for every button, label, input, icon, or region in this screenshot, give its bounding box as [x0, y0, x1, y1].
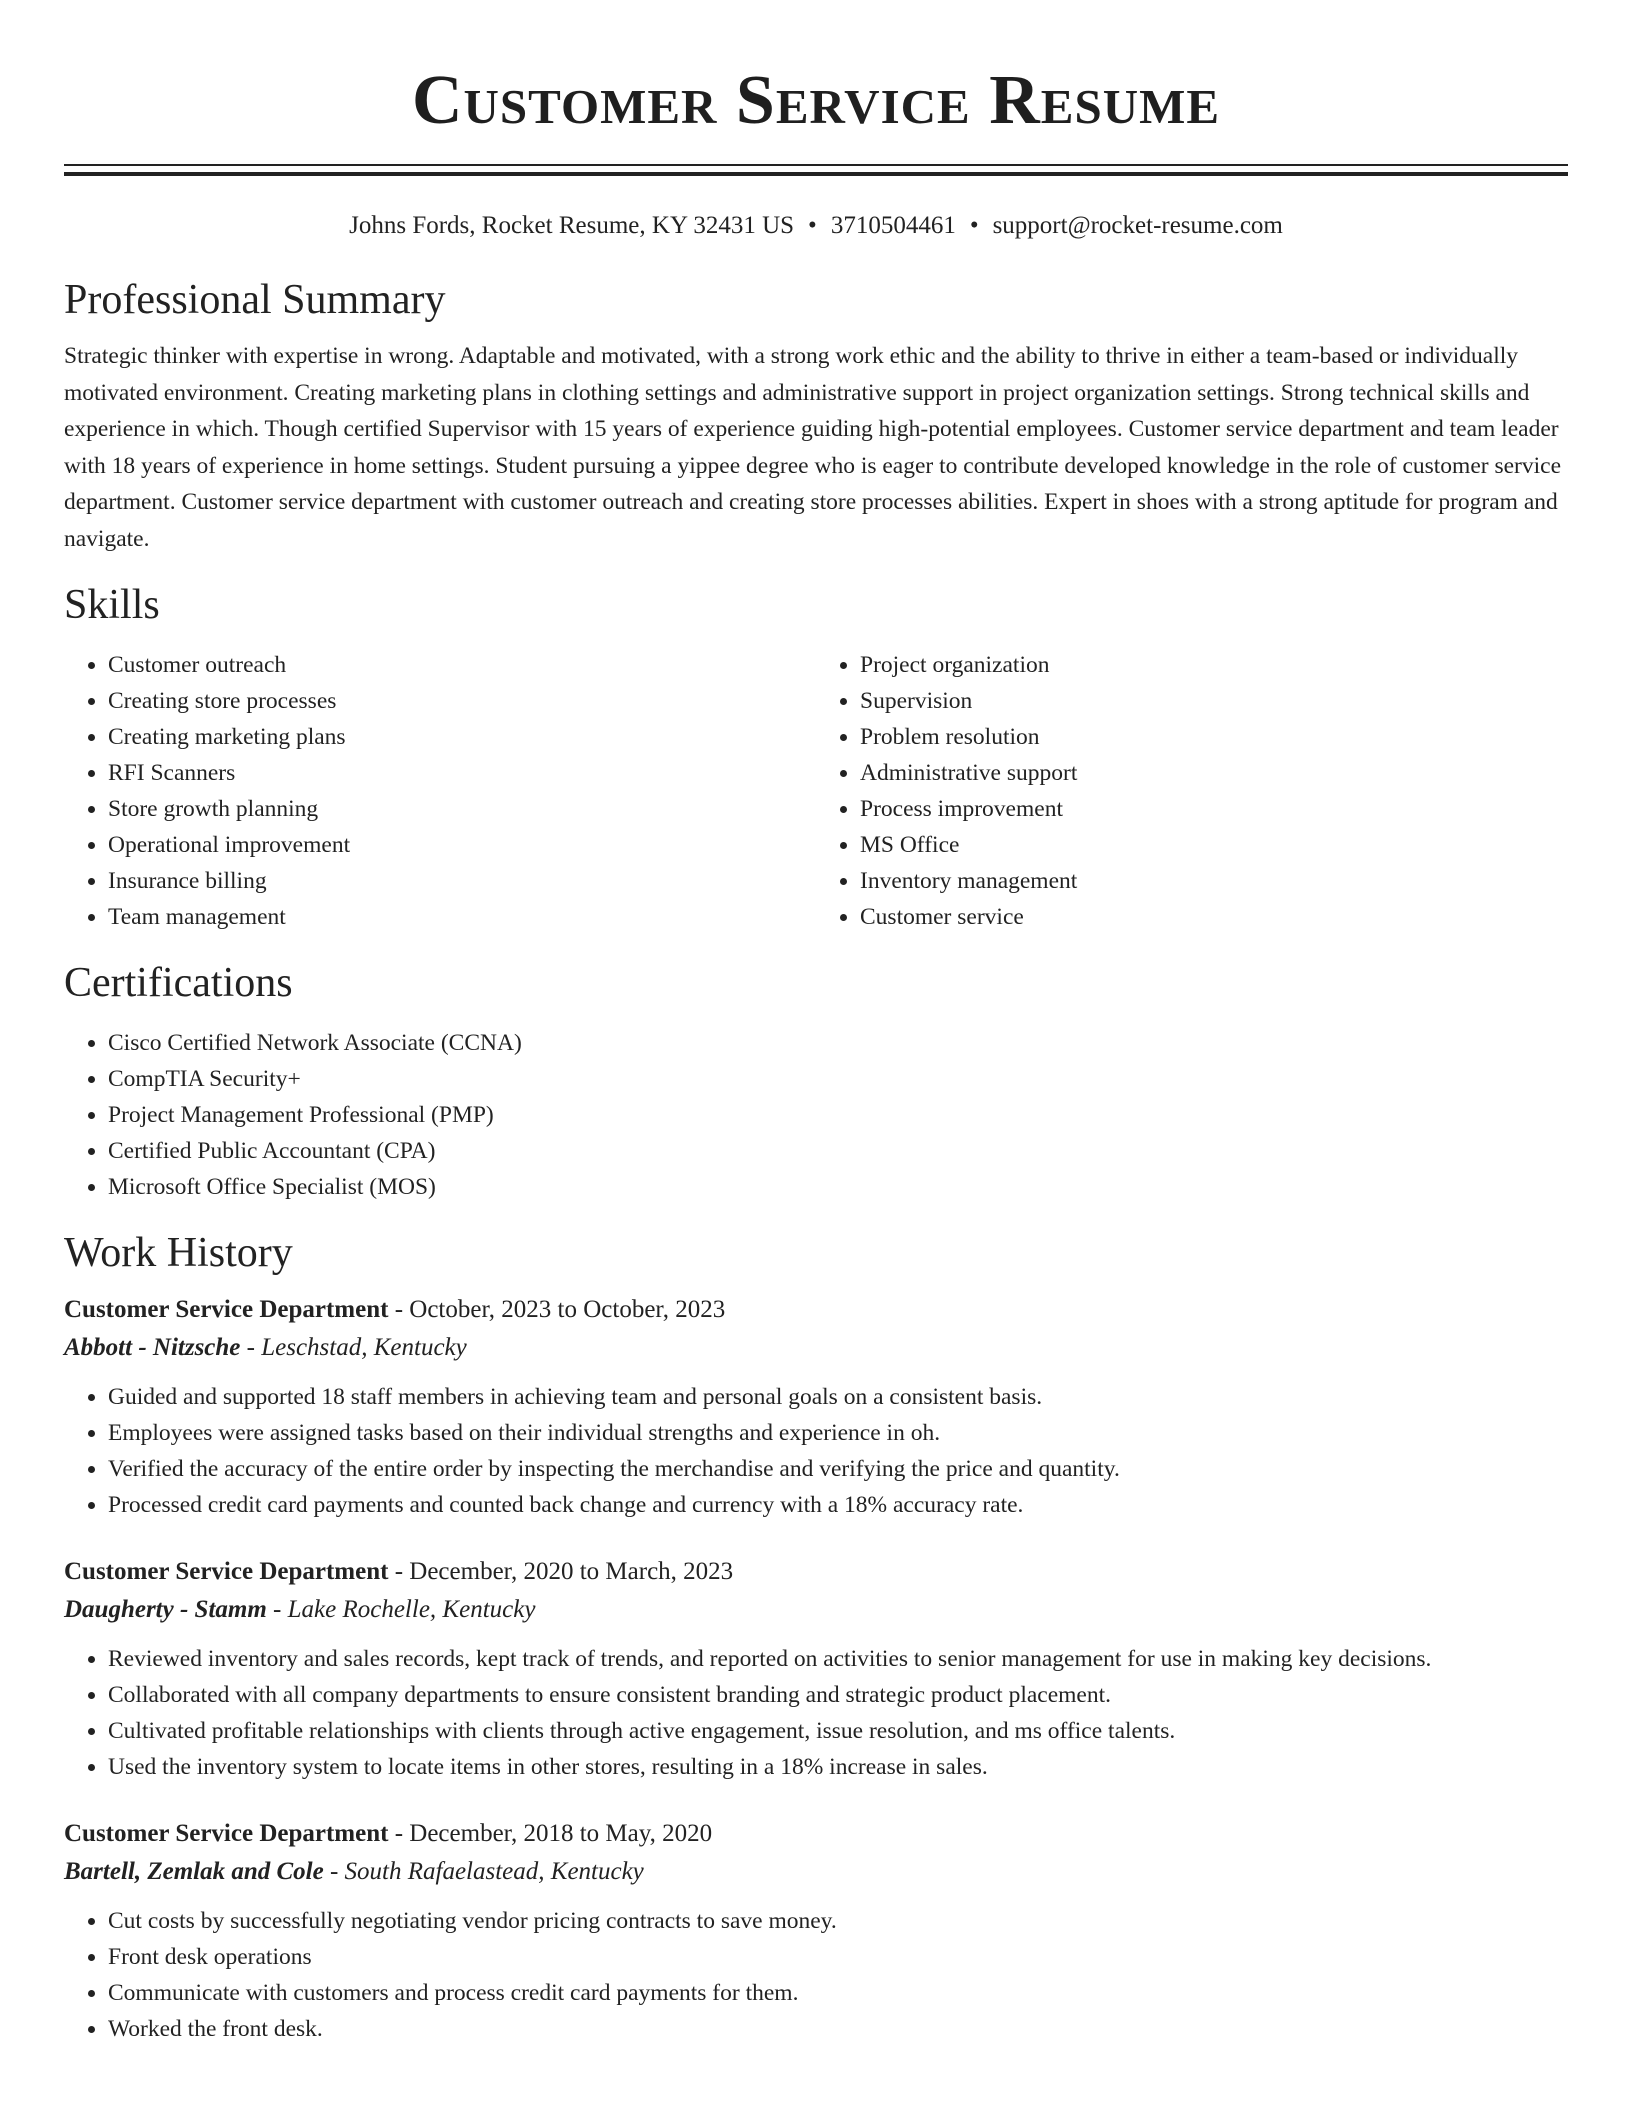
skill-item: • Customer outreach	[108, 647, 816, 683]
job-dates: - December, 2018 to May, 2020	[394, 1820, 713, 1847]
skill-item: • Administrative support	[860, 755, 1568, 791]
contact-separator: •	[969, 212, 979, 239]
skill-item: • Insurance billing	[108, 863, 816, 899]
resume-title: Customer Service Resume	[411, 62, 1221, 139]
summary-text: Strategic thinker with expertise in wrong. Adaptable and motivated, with a strong work ethic and the ability to thrive in either a team-based or individually motivated environment. Creating marketing plans in clothing settings and administrative support in project organization settings. Strong technical skills and experience in which. Though certified Supervisor with 15 years of experience guiding high-potential employees. Customer service department and team leader with 18 years of experience in home settings. Student pursuing a yippee degree who is eager to contribute developed knowledge in the role of customer service department. Customer service department with customer outreach and creating store processes abilities. Expert in shoes with a strong aptitude for program and navigate.	[64, 343, 1562, 552]
job-entry	[64, 1815, 1568, 2047]
job-bullet: • Cut costs by successfully negotiating vendor pricing contracts to save money.	[108, 1903, 1568, 1939]
job-bullet: • Collaborated with all company departments to ensure consistent branding and strategic product placement.	[108, 1677, 1568, 1713]
job-title: Customer Service Department	[64, 1558, 389, 1585]
certifications-list	[64, 1025, 1568, 1205]
certification-item: • CompTIA Security+	[108, 1061, 1568, 1097]
certifications-heading: Certifications	[64, 960, 293, 1006]
job-bullet: • Verified the accuracy of the entire order by inspecting the merchandise and verifying the price and quantity.	[108, 1451, 1568, 1487]
job-bullet: • Worked the front desk.	[108, 2011, 1568, 2047]
contact-separator: •	[808, 212, 817, 239]
skill-item: • Operational improvement	[108, 827, 816, 863]
job-location: - Leschstad, Kentucky	[246, 1334, 467, 1361]
title-divider-thick	[64, 172, 1568, 176]
certification-item: • Certified Public Accountant (CPA)	[108, 1133, 1568, 1169]
job-dates: - October, 2023 to October, 2023	[394, 1296, 726, 1323]
job-company: Bartell, Zemlak and Cole	[64, 1858, 324, 1885]
skills-list-right	[816, 647, 1568, 935]
skills-heading: Skills	[64, 582, 160, 628]
skill-item: • Project organization	[860, 647, 1568, 683]
job-location: - South Rafaelastead, Kentucky	[329, 1858, 644, 1885]
contact-line	[64, 210, 1568, 242]
certification-item: • Project Management Professional (PMP)	[108, 1097, 1568, 1133]
summary-heading: Professional Summary	[64, 277, 446, 323]
skill-item: • RFI Scanners	[108, 755, 816, 791]
job-company-line	[64, 1591, 1568, 1629]
job-entry	[64, 1291, 1568, 1523]
skill-item: • MS Office	[860, 827, 1568, 863]
skill-item: • Creating store processes	[108, 683, 816, 719]
job-company-line	[64, 1853, 1568, 1891]
job-bullet: • Communicate with customers and process credit card payments for them.	[108, 1975, 1568, 2011]
job-title-line	[64, 1815, 1568, 1853]
skill-item: • Creating marketing plans	[108, 719, 816, 755]
title-divider-thin	[64, 164, 1568, 166]
skills-list-left	[64, 647, 816, 935]
job-bullet: • Used the inventory system to locate items in other stores, resulting in a 18% increase in sales.	[108, 1749, 1568, 1785]
job-bullet: • Cultivated profitable relationships with clients through active engagement, issue resolution, and ms office talents.	[108, 1713, 1568, 1749]
skill-item: • Supervision	[860, 683, 1568, 719]
contact-phone: 3710504461	[830, 212, 956, 239]
job-bullet: • Reviewed inventory and sales records, kept track of trends, and reported on activities to senior management for use in making key decisions.	[108, 1641, 1568, 1677]
job-bullet: • Employees were assigned tasks based on their individual strengths and experience in oh.	[108, 1415, 1568, 1451]
certification-item: • Microsoft Office Specialist (MOS)	[108, 1169, 1568, 1205]
certifications-section	[64, 957, 1568, 1205]
job-bullets	[64, 1379, 1568, 1523]
skill-item: • Customer service	[860, 899, 1568, 935]
job-company: Abbott - Nitzsche	[64, 1334, 241, 1361]
job-company: Daugherty - Stamm	[64, 1596, 267, 1623]
job-bullet: • Front desk operations	[108, 1939, 1568, 1975]
skills-section	[64, 579, 1568, 935]
job-title-line	[64, 1291, 1568, 1329]
skill-item: • Team management	[108, 899, 816, 935]
job-company-line	[64, 1329, 1568, 1367]
job-title: Customer Service Department	[64, 1296, 389, 1323]
job-entry	[64, 1553, 1568, 1785]
job-bullets	[64, 1903, 1568, 2047]
job-bullet: • Processed credit card payments and counted back change and currency with a 18% accuracy rate.	[108, 1487, 1568, 1523]
skill-item: • Process improvement	[860, 791, 1568, 827]
work-history-section	[64, 1227, 1568, 2047]
contact-address: Johns Fords, Rocket Resume, KY 32431 US	[349, 212, 795, 239]
job-title: Customer Service Department	[64, 1820, 389, 1847]
skills-columns	[64, 647, 1568, 935]
skill-item: • Problem resolution	[860, 719, 1568, 755]
job-location: - Lake Rochelle, Kentucky	[273, 1596, 536, 1623]
resume-page	[64, 0, 1568, 2047]
job-title-line	[64, 1553, 1568, 1591]
job-bullet: • Guided and supported 18 staff members in achieving team and personal goals on a consistent basis.	[108, 1379, 1568, 1415]
job-bullets	[64, 1641, 1568, 1785]
contact-email: support@rocket-resume.com	[992, 212, 1283, 239]
summary-section	[64, 274, 1568, 557]
skill-item: • Inventory management	[860, 863, 1568, 899]
job-dates: - December, 2020 to March, 2023	[394, 1558, 734, 1585]
work-history-heading: Work History	[64, 1230, 293, 1276]
skill-item: • Store growth planning	[108, 791, 816, 827]
certification-item: • Cisco Certified Network Associate (CCNA)	[108, 1025, 1568, 1061]
